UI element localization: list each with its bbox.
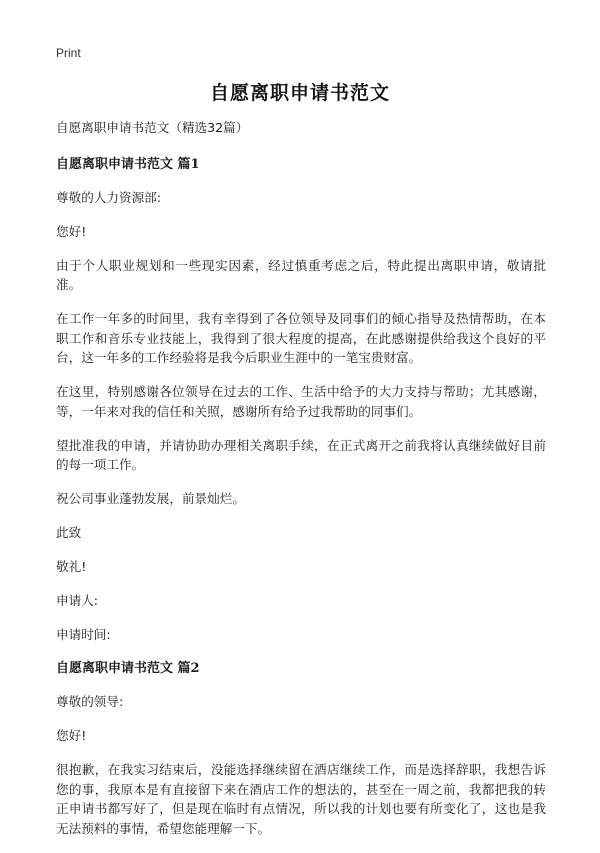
greeting: 您好! (56, 223, 87, 239)
closing-line: 此致 (56, 525, 82, 540)
body-paragraph: 在工作一年多的时间里，我有幸得到了各位领导及同事们的倾心指导及热情帮助，在本职工作和音乐专业技能上，我得到了很大程度的提高，在此感谢提供给我这个良好的平台，这一年多的工作经验将是我今后职业生涯中的一笔宝贵财富。 (56, 311, 546, 365)
greeting: 您好! (56, 728, 87, 743)
section-heading: 自愿离职申请书范文 篇1 (56, 156, 200, 172)
document-subtitle: 自愿离职申请书范文（精选32篇） (56, 120, 249, 135)
body-paragraph: 由于个人职业规划和一些现实因素，经过慎重考虑之后，特此提出离职申请，敬请批准。 (56, 257, 546, 292)
salutation: 尊敬的人力资源部: (56, 189, 161, 205)
body-paragraph: 在这里，特别感谢各位领导在过去的工作、生活中给予的大力支持与帮助；尤其感谢，等，一年来对我的信任和关照，感谢所有给予过我帮助的同事们。 (56, 384, 546, 419)
date-line: 申请时间: (56, 627, 111, 642)
salutation: 尊敬的领导: (56, 694, 124, 709)
applicant-line: 申请人: (56, 593, 99, 608)
body-paragraph: 很抱歉，在我实习结束后，没能选择继续留在酒店继续工作，而是选择辞职，我想告诉您的事，我原本是有直接留下来在酒店工作的想法的，甚至在一周之前，我都把我的转正申请书都写好了，但是现在临时有点情况，所以我的计划也要有所变化了，这也是我无法预料的事情，希望您能理解一下。 (56, 762, 546, 836)
document-body (56, 118, 546, 853)
page-title: 自愿离职申请书范文 (209, 82, 390, 104)
body-paragraph: 祝公司事业蓬勃发展，前景灿烂。 (56, 491, 245, 506)
print-link[interactable]: Print (56, 46, 81, 60)
body-paragraph: 望批准我的申请，并请协助办理相关离职手续，在正式离开之前我将认真继续做好目前的每一项工作。 (56, 437, 546, 472)
closing-line: 敬礼! (56, 559, 87, 574)
section-heading: 自愿离职申请书范文 篇2 (56, 661, 200, 676)
section-2 (56, 659, 546, 838)
section-1 (56, 155, 546, 645)
